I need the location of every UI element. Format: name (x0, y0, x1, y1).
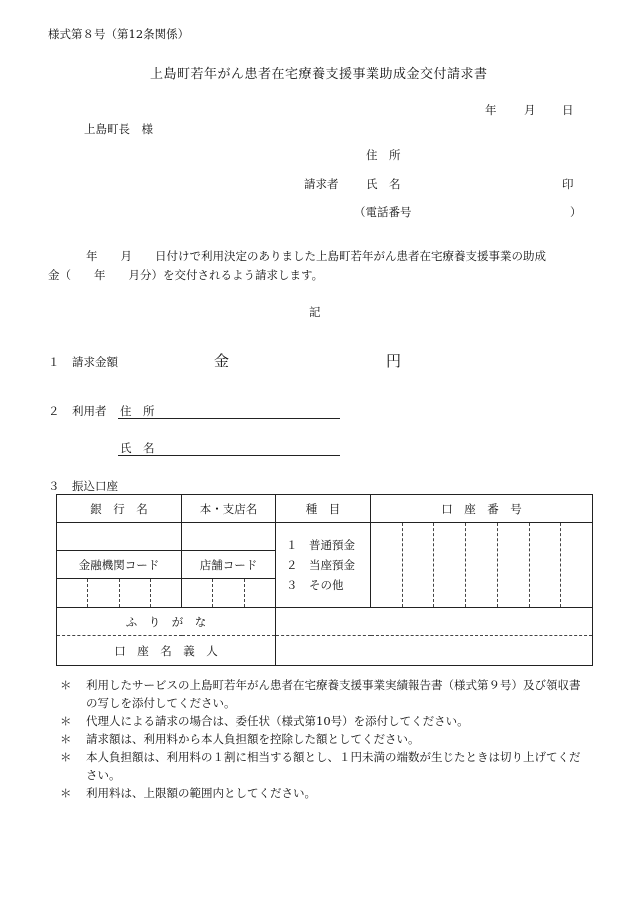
branch-name-field[interactable] (182, 523, 276, 551)
item1-label: 請求金額 (72, 355, 118, 369)
furigana-label: ふ り が な (57, 608, 276, 636)
bank-name-field[interactable] (57, 523, 182, 551)
note-item: ＊ 請求額は、利用料から本人負担額を控除した額としてください。 (60, 732, 420, 746)
type-option-3[interactable]: ３ その他 (286, 578, 344, 592)
notes-list (60, 676, 590, 802)
account-holder-label: 口 座 名 義 人 (57, 636, 276, 666)
user-address-line[interactable] (118, 418, 340, 419)
user-address-label: 住 所 (120, 404, 155, 418)
type-option-1[interactable]: １ 普通預金 (286, 538, 355, 552)
date-day: 日 (562, 103, 574, 117)
item2-label: 利用者 (72, 404, 107, 418)
addressee: 上島町長 様 (84, 122, 153, 136)
furigana-field[interactable] (276, 608, 593, 636)
branch-code-label: 店舗コード (182, 551, 276, 579)
branch-name-header: 本・支店名 (182, 495, 276, 523)
account-table (56, 494, 593, 666)
user-name-line[interactable] (118, 455, 340, 456)
body-text-line2: 金（ 年 月分）を交付されるよう請求します。 (48, 268, 324, 282)
phone-close: ） (570, 205, 582, 219)
account-number-header: 口 座 番 号 (371, 495, 593, 523)
item2-number: ２ (48, 404, 60, 418)
note-item: ＊ 利用したサービスの上島町若年がん患者在宅療養支援事業実績報告書（様式第９号）及び領収書の写しを添付してください。 (60, 678, 581, 710)
account-type-options[interactable] (276, 523, 371, 608)
note-item: ＊ 本人負担額は、利用料の１割に相当する額とし、１円未満の端数が生じたときは切り上げてください。 (60, 750, 581, 782)
user-name-label: 氏 名 (120, 441, 155, 455)
yen-label: 円 (386, 352, 402, 370)
bank-code-field[interactable] (57, 579, 182, 608)
item3-label: 振込口座 (72, 479, 118, 493)
bank-name-header: 銀 行 名 (57, 495, 182, 523)
note-item: ＊ 代理人による請求の場合は、委任状（様式第10号）を添付してください。 (60, 714, 469, 728)
type-header: 種 目 (276, 495, 371, 523)
claimant-label: 請求者 (304, 177, 339, 191)
bank-code-label: 金融機関コード (57, 551, 182, 579)
phone-label: （電話番号 (354, 205, 412, 219)
branch-code-field[interactable] (182, 579, 276, 608)
date-month: 月 (524, 103, 536, 117)
claimant-name-label: 氏 名 (366, 177, 401, 191)
kin-label: 金 (214, 352, 230, 370)
page-title: 上島町若年がん患者在宅療養支援事業助成金交付請求書 (150, 67, 488, 82)
item3-number: ３ (48, 479, 60, 493)
form-number: 様式第８号（第12条関係） (48, 27, 190, 41)
seal-mark: 印 (562, 177, 574, 191)
type-option-2[interactable]: ２ 当座預金 (286, 558, 355, 572)
date-year: 年 (485, 103, 497, 117)
item1-number: １ (48, 355, 60, 369)
account-holder-field[interactable] (276, 636, 593, 666)
note-item: ＊ 利用料は、上限額の範囲内としてください。 (60, 786, 316, 800)
claimant-address-label: 住 所 (366, 148, 401, 162)
ki-heading: 記 (309, 305, 321, 319)
account-number-field[interactable] (371, 523, 593, 608)
body-text-line1: 年 月 日付けで利用決定のありました上島町若年がん患者在宅療養支援事業の助成 (86, 249, 546, 263)
